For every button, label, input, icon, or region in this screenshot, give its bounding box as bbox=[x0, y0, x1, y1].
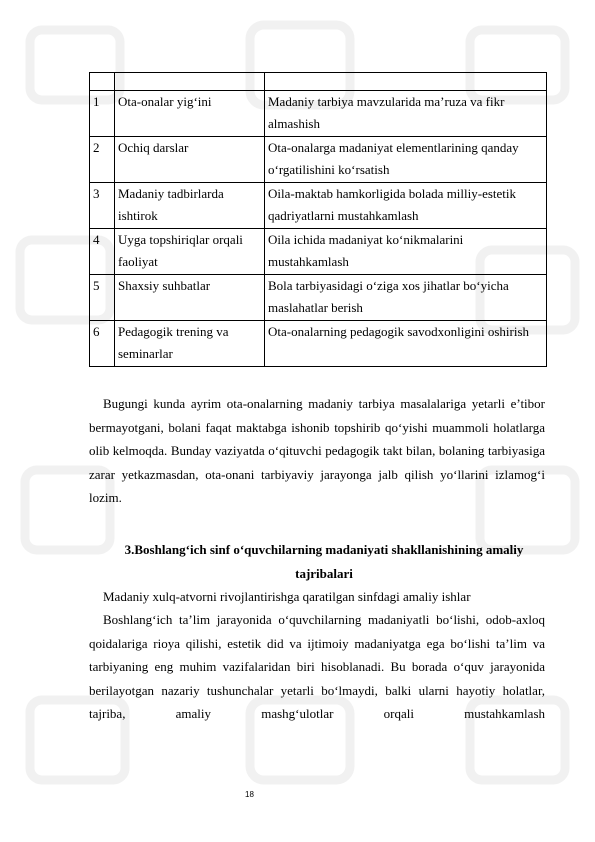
table-header-row bbox=[90, 73, 547, 91]
section-heading: 3.Boshlang‘ich sinf o‘quvchilarning madaniyati shakllanishining amaliy tajribalari bbox=[124, 542, 524, 581]
row-number: 4 bbox=[90, 229, 115, 275]
header-cell bbox=[265, 73, 547, 91]
table-row bbox=[90, 321, 547, 367]
parent-work-forms-table bbox=[89, 72, 547, 367]
row-form: Ochiq darslar bbox=[115, 137, 265, 183]
row-number: 6 bbox=[90, 321, 115, 367]
header-cell bbox=[90, 73, 115, 91]
table-row bbox=[90, 91, 547, 137]
row-number: 2 bbox=[90, 137, 115, 183]
body-paragraph-practice: Boshlang‘ich ta’lim jarayonida o‘quvchilarning madaniyatli bo‘lishi, odob-axloq qoidalariga rioya qilishi, estetik did va ijtimoiy madaniyatga ega bo‘lishi ta’lim va tarbiyaning eng muhim vazifalaridan biri hisoblanadi. Bu borada o‘quv jarayonida berilayotgan nazariy tushunchalar yetarli bo‘lmaydi, balki ularni hayotiy holatlar, tajriba, amaliy mashg‘ulotlar orqali mustahkamlash bbox=[89, 612, 545, 721]
row-description: Oila ichida madaniyat ko‘nikmalarini mustahkamlash bbox=[265, 229, 547, 275]
header-cell bbox=[115, 73, 265, 91]
row-form: Uyga topshiriqlar orqali faoliyat bbox=[115, 229, 265, 275]
page-number: 18 bbox=[245, 790, 254, 799]
row-description: Oila-maktab hamkorligida bolada milliy-estetik qadriyatlarni mustahkamlash bbox=[265, 183, 547, 229]
table-row bbox=[90, 137, 547, 183]
row-description: Bola tarbiyasidagi o‘ziga xos jihatlar bo‘yicha maslahatlar berish bbox=[265, 275, 547, 321]
row-description: Ota-onalarning pedagogik savodxonligini oshirish bbox=[265, 321, 547, 367]
row-form: Ota-onalar yig‘ini bbox=[115, 91, 265, 137]
table-row bbox=[90, 229, 547, 275]
row-description: Madaniy tarbiya mavzularida ma’ruza va fikr almashish bbox=[265, 91, 547, 137]
row-number: 5 bbox=[90, 275, 115, 321]
section-subheading: Madaniy xulq-atvorni rivojlantirishga qaratilgan sinfdagi amaliy ishlar bbox=[103, 589, 471, 604]
table-row bbox=[90, 183, 547, 229]
row-number: 3 bbox=[90, 183, 115, 229]
row-number: 1 bbox=[90, 91, 115, 137]
row-form: Madaniy tadbirlarda ishtirok bbox=[115, 183, 265, 229]
row-form: Shaxsiy suhbatlar bbox=[115, 275, 265, 321]
table-row bbox=[90, 275, 547, 321]
row-description: Ota-onalarga madaniyat elementlarining qanday o‘rgatilishini ko‘rsatish bbox=[265, 137, 547, 183]
body-paragraph-parents: Bugungi kunda ayrim ota-onalarning madaniy tarbiya masalalariga yetarli e’tibor bermayotgani, bolani faqat maktabga ishonib topshirib qo‘yishi muammoli holatlarga olib kelmoqda. Bunday vaziyatda o‘qituvchi pedagogik takt bilan, bolaning tarbiyasiga zarar yetkazmasdan, ota-onani tarbiyaviy jarayonga jalb qilish yo‘llarini izlamog‘i lozim. bbox=[89, 396, 545, 505]
row-form: Pedagogik trening va seminarlar bbox=[115, 321, 265, 367]
